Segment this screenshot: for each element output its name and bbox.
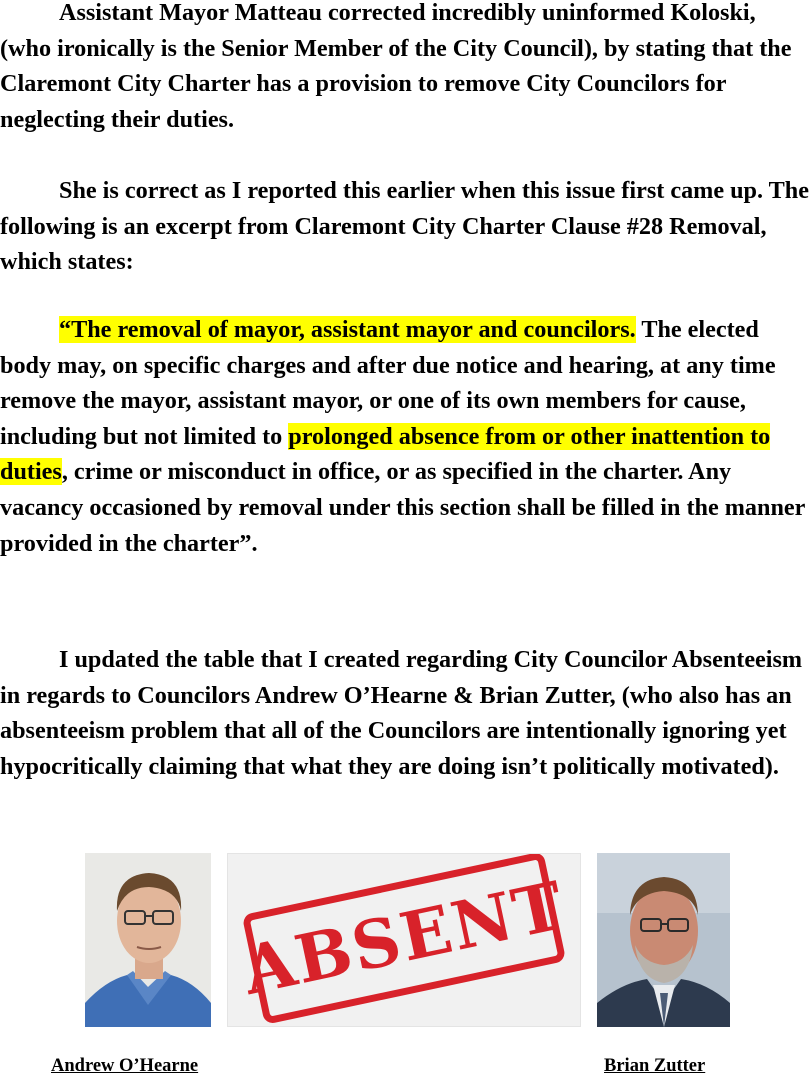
photo-brian-zutter <box>597 853 730 1027</box>
caption-andrew-ohearne: Andrew O’Hearne <box>51 1056 199 1076</box>
paragraph-charter-quote <box>0 312 811 561</box>
portrait-man-beard-icon <box>597 853 730 1027</box>
stamp-text: ABSENT <box>236 865 572 1011</box>
caption-brian-zutter: Brian Zutter <box>604 1056 706 1076</box>
paragraph-matteau-correction: Assistant Mayor Matteau corrected incredibly uninformed Koloski, (who ironically is the Senior Member of the City Council), by stating that the Claremont City Charter has a provision to remove City Councilors for neglecting their duties. <box>0 0 792 133</box>
photo-andrew-ohearne <box>85 853 211 1027</box>
highlight-absence-phrase: prolonged absence from or other inattention to duties <box>0 422 771 486</box>
quote-text-part1: The elected body may, on specific charges and after due notice and hearing, at any time remove the mayor, assistant mayor, or one of its own members for cause, including but not limited to <box>0 316 776 450</box>
portrait-man-glasses-icon <box>85 853 211 1027</box>
highlight-quote-heading: “The removal of mayor, assistant mayor and councilors. <box>59 316 636 343</box>
paragraph-excerpt-intro: She is correct as I reported this earlier when this issue first came up. The following is an excerpt from Claremont City Charter Clause #28 Removal, which states: <box>0 177 809 276</box>
quote-text-part2: , crime or misconduct in office, or as specified in the charter. Any vacancy occasioned by removal under this section shall be filled in the manner provided in the charter”. <box>0 458 805 557</box>
absent-stamp-image <box>227 853 581 1027</box>
paragraph-table-update: I updated the table that I created regarding City Councilor Absenteeism in regards to Councilors Andrew O’Hearne & Brian Zutter, (who also has an absenteeism problem that all of the Councilors are intentionally ignoring yet hypocritically claiming that what they are doing isn’t politically motivated). <box>0 646 803 780</box>
stamp-border <box>236 853 572 1025</box>
